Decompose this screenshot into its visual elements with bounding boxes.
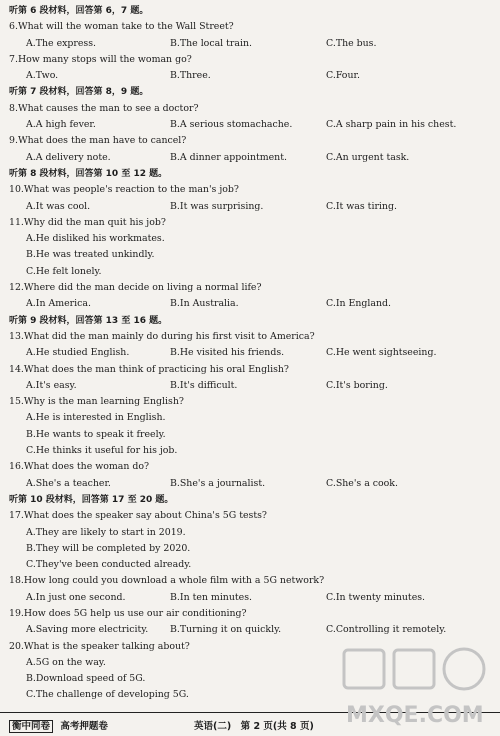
question-text: 6.What will the woman take to the Wall Street? [9,21,234,33]
option-row [9,150,493,166]
option-a: A.She's a teacher. [26,477,111,489]
question-text: 7.How many stops will the woman go? [9,53,192,65]
option-a: A.A high fever. [26,119,96,131]
option-line: B.They will be completed by 2020. [26,542,191,554]
option-a: A.The express. [26,37,97,49]
option-c: C.It's boring. [326,379,388,391]
option-b: B.She's a journalist. [170,477,266,489]
option-a: A.A delivery note. [26,151,111,163]
question-text: 17.What does the speaker say about China's 5G tests? [9,510,267,522]
option-c: C.He went sightseeing. [326,347,437,359]
option-b: B.It's difficult. [170,379,238,391]
option-row [9,622,493,638]
option-b: B.It was surprising. [170,200,264,212]
option-row [9,199,493,215]
option-line: B.Download speed of 5G. [26,673,146,685]
option-row [9,590,493,606]
option-a: A.It's easy. [26,379,77,391]
footer-series-box: 衡中同卷 [9,720,53,733]
option-b: B.Turning it on quickly. [170,624,282,636]
option-line: B.He wants to speak it freely. [26,428,166,440]
option-a: A.It was cool. [26,200,91,212]
option-a: A.Two. [26,70,59,82]
section-heading: 听第 7 段材料，回答第 8，9 题。 [9,87,149,98]
option-row [9,476,493,492]
footer-page-number: 英语(二) 第 2 页(共 8 页) [194,721,314,732]
watermark-text: MXQE.COM [346,703,484,728]
option-row [9,68,493,84]
option-a: A.In just one second. [26,591,126,603]
option-row [9,36,493,52]
option-b: B.In ten minutes. [170,591,252,603]
option-b: B.A dinner appointment. [170,151,287,163]
option-b: B.Three. [170,70,211,82]
question-text: 19.How does 5G help us use our air conditioning? [9,607,247,619]
option-row [9,117,493,133]
section-heading: 听第 10 段材料，回答第 17 至 20 题。 [9,494,174,505]
option-c: C.In England. [326,298,392,310]
option-line: C.He thinks it useful for his job. [26,445,178,457]
question-text: 12.Where did the man decide on living a normal life? [9,282,262,294]
option-b: B.In Australia. [170,298,239,310]
section-heading: 听第 8 段材料，回答第 10 至 12 题。 [9,168,168,179]
option-row [9,378,493,394]
footer-left [9,718,108,732]
page-footer [0,712,500,735]
section-heading: 听第 9 段材料，回答第 13 至 16 题。 [9,315,168,326]
option-b: B.A serious stomachache. [170,119,293,131]
question-text: 10.What was people's reaction to the man's job? [9,184,239,196]
section-heading: 听第 6 段材料，回答第 6，7 题。 [9,6,149,16]
question-text: 14.What does the man think of practicing his oral English? [9,363,289,375]
option-line: C.He felt lonely. [26,265,102,277]
option-a: A.In America. [26,298,91,310]
question-text: 20.What is the speaker talking about? [9,640,190,652]
question-text: 16.What does the woman do? [9,461,150,473]
option-c: C.Four. [326,70,360,82]
question-text: 9.What does the man have to cancel? [9,135,187,147]
option-c: C.She's a cook. [326,477,398,489]
option-c: C.An urgent task. [326,151,410,163]
option-c: C.Controlling it remotely. [326,624,447,636]
option-line: A.He is interested in English. [26,412,166,424]
question-text: 8.What causes the man to see a doctor? [9,102,199,114]
question-list [9,3,493,704]
question-text: 13.What did the man mainly do during his first visit to America? [9,330,315,342]
option-line: B.He was treated unkindly. [26,249,155,261]
option-line: A.5G on the way. [26,656,106,668]
question-text: 11.Why did the man quit his job? [9,216,166,228]
option-line: A.They are likely to start in 2019. [26,526,186,538]
option-b: B.The local train. [170,37,253,49]
option-line: C.They've been conducted already. [26,559,192,571]
option-c: C.A sharp pain in his chest. [326,119,457,131]
option-a: A.He studied English. [26,347,130,359]
option-c: C.The bus. [326,37,377,49]
option-b: B.He visited his friends. [170,347,285,359]
option-row [9,345,493,361]
option-row [9,296,493,312]
question-text: 18.How long could you download a whole film with a 5G network? [9,575,325,587]
option-line: C.The challenge of developing 5G. [26,689,189,701]
question-text: 15.Why is the man learning English? [9,396,184,408]
footer-series-text: 高考押题卷 [60,721,108,732]
option-line: A.He disliked his workmates. [26,233,165,245]
option-c: C.It was tiring. [326,200,397,212]
option-a: A.Saving more electricity. [26,624,149,636]
option-c: C.In twenty minutes. [326,591,426,603]
